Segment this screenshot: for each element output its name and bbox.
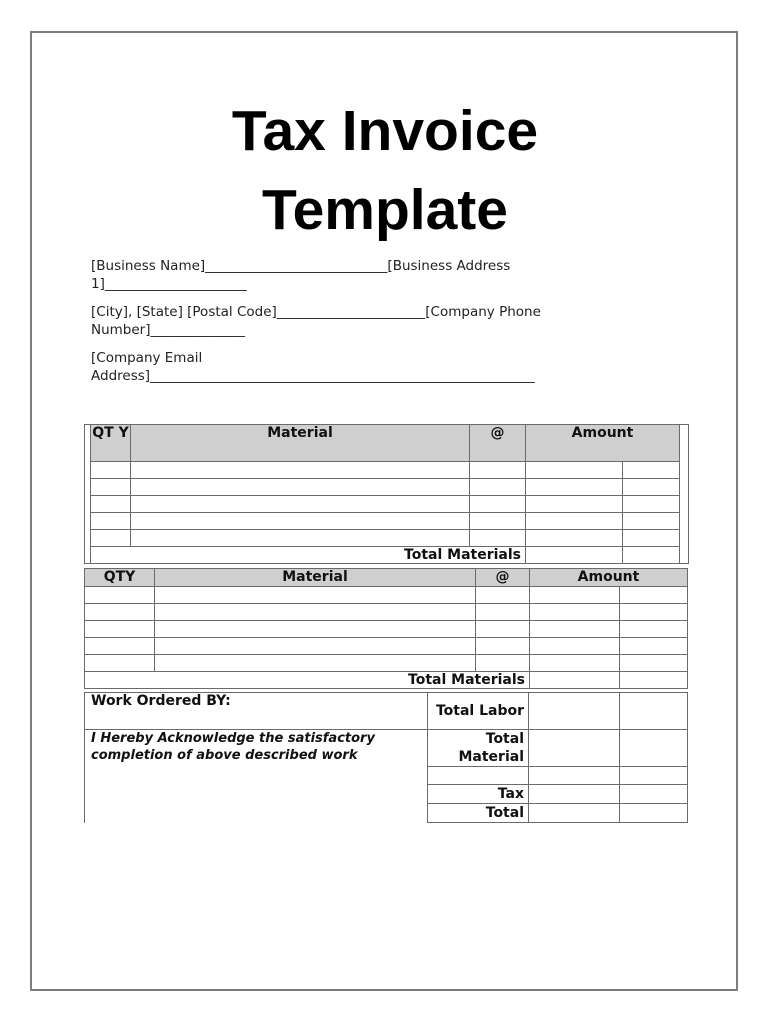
table-row (85, 513, 689, 530)
total-material-label: Total Material (428, 730, 529, 767)
totals-table (84, 692, 688, 823)
table-row (85, 621, 688, 638)
table-row (85, 655, 688, 672)
table-row (85, 530, 689, 547)
material-header: Material (131, 425, 470, 462)
materials-table-2 (84, 568, 688, 689)
amount-header: Amount (530, 569, 688, 587)
total-materials-row (85, 547, 689, 564)
at-header: @ (476, 569, 530, 587)
acknowledgement-text: I Hereby Acknowledge the satisfactory completion of above described work (85, 730, 428, 823)
tax-label: Tax (428, 785, 529, 804)
total-materials-label: Total Materials (85, 672, 530, 689)
grand-total-label: Total (428, 804, 529, 823)
table-row (85, 479, 689, 496)
email-address-line: [Company Email Address]_________________________________________________________ (91, 350, 535, 384)
qty-header: QT Y (91, 425, 131, 462)
table-row (85, 587, 688, 604)
title-line-2: Template (261, 178, 508, 242)
title-line-1: Tax Invoice (231, 99, 539, 163)
total-labor-label: Total Labor (428, 693, 529, 730)
city-phone-line: [City], [State] [Postal Code]______________________[Company Phone Number]______________ (91, 304, 541, 338)
material-header: Material (155, 569, 476, 587)
work-ordered-label: Work Ordered BY: (85, 693, 428, 730)
table-row (85, 638, 688, 655)
table-row (85, 462, 689, 479)
business-info-line: [Business Name]___________________________[Business Address 1]_____________________ (91, 258, 511, 292)
table-row (85, 604, 688, 621)
total-materials-row (85, 672, 688, 689)
total-materials-label: Total Materials (91, 547, 526, 564)
materials-table-1 (84, 424, 689, 564)
at-header: @ (470, 425, 526, 462)
qty-header: QTY (85, 569, 155, 587)
document-title (0, 92, 770, 250)
table-row (85, 496, 689, 513)
amount-header: Amount (526, 425, 680, 462)
